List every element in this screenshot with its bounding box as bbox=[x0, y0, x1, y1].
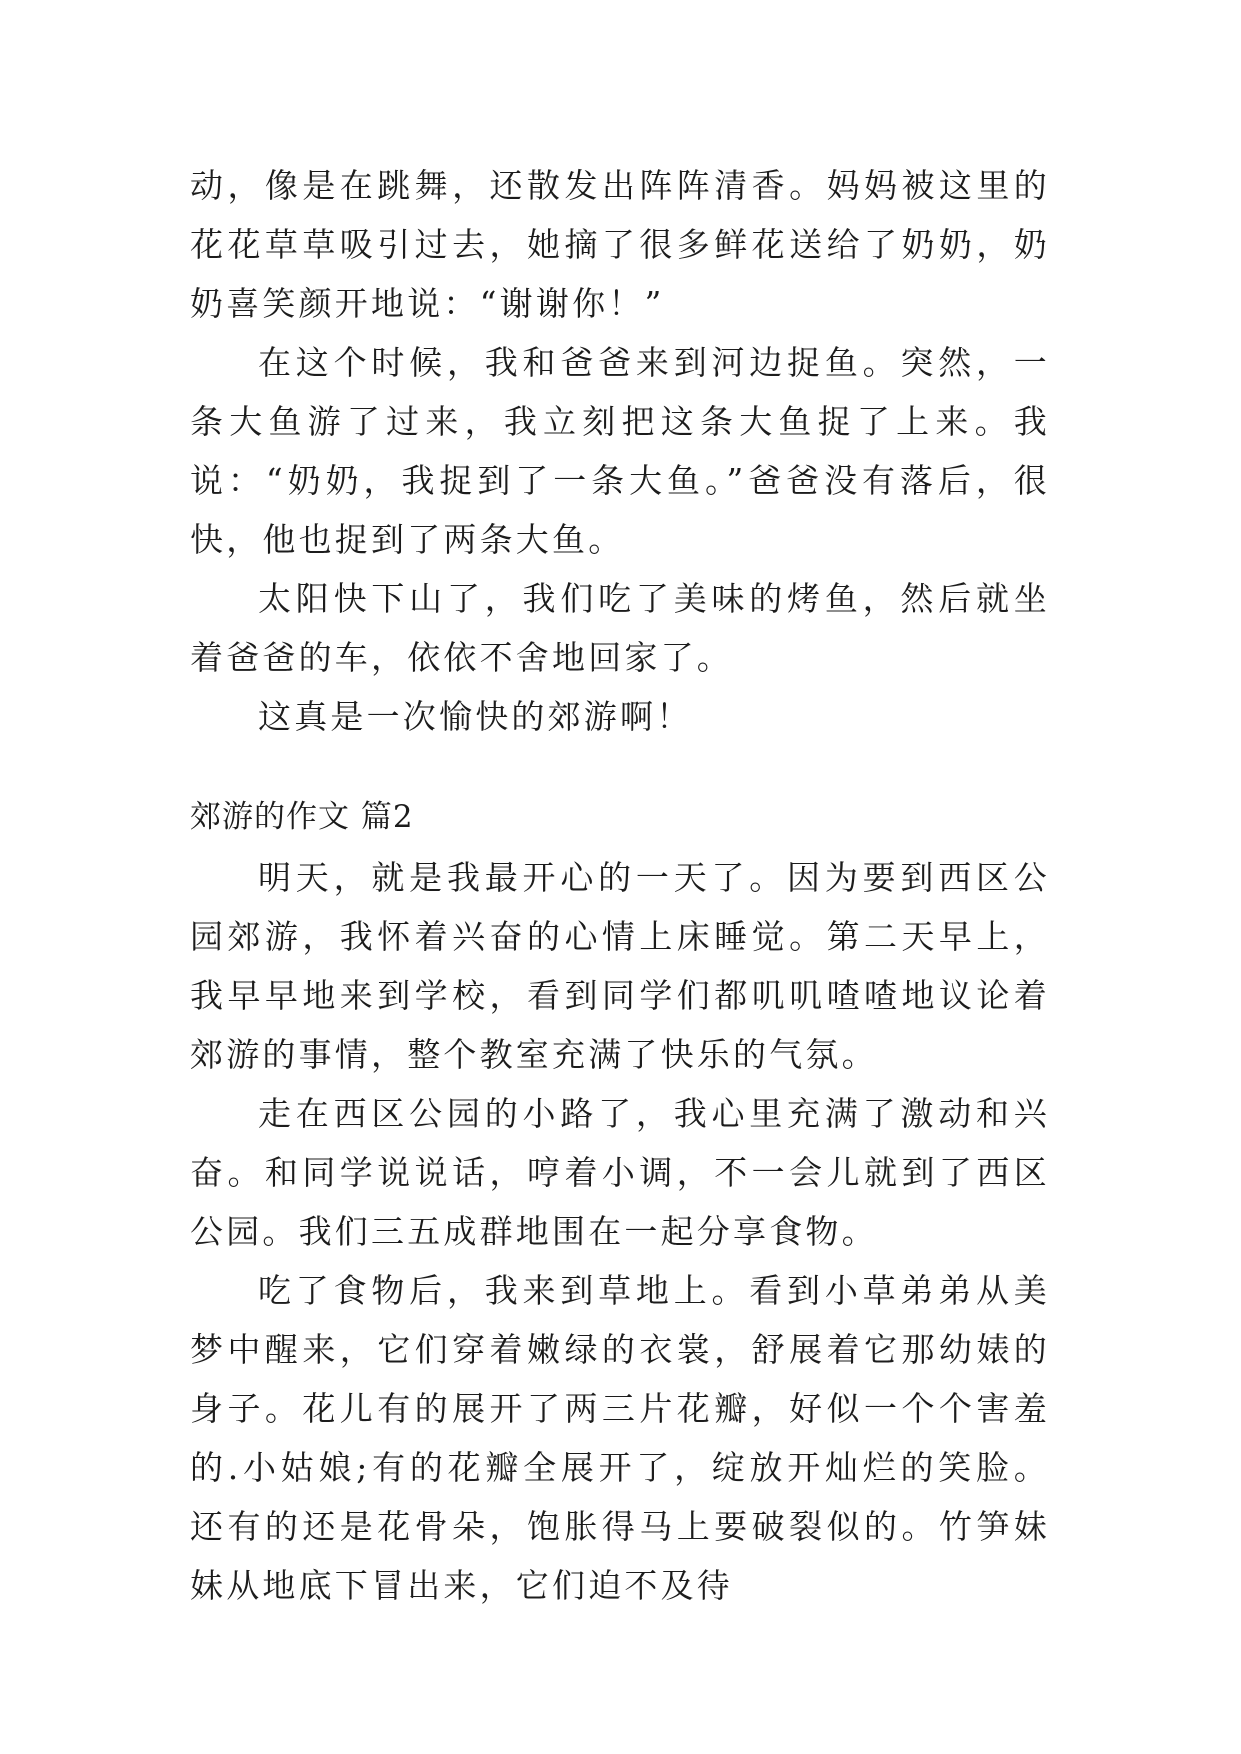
paragraph: 这真是一次愉快的郊游啊！ bbox=[258, 697, 693, 736]
section-title: 郊游的作文 篇2 bbox=[190, 799, 414, 835]
essay-body bbox=[190, 156, 1050, 1615]
paragraph: 太阳快下山了，我们吃了美味的烤鱼，然后就坐着爸爸的车，依依不舍地回家了。 bbox=[190, 579, 1050, 677]
paragraph: 明天，就是我最开心的一天了。因为要到西区公园郊游，我怀着兴奋的心情上床睡觉。第二天早上，我早早地来到学校，看到同学们都叽叽喳喳地议论着郊游的事情，整个教室充满了快乐的气氛。 bbox=[190, 858, 1050, 1074]
paragraph: 吃了食物后，我来到草地上。看到小草弟弟从美梦中醒来，它们穿着嫩绿的衣裳，舒展着它那幼婊的身子。花儿有的展开了两三片花瓣，好似一个个害羞的.小姑娘;有的花瓣全展开了，绽放开灿烂的笑脸。还有的还是花骨朵，饱胀得马上要破裂似的。竹笋妹妹从地底下冒出来，它们迫不及待 bbox=[190, 1271, 1050, 1605]
section-gap bbox=[190, 746, 1050, 786]
paragraph: 在这个时候，我和爸爸来到河边捉鱼。突然，一条大鱼游了过来，我立刻把这条大鱼捉了上来。我说：“奶奶，我捉到了一条大鱼。”爸爸没有落后，很快，他也捉到了两条大鱼。 bbox=[190, 343, 1050, 559]
paragraph: 走在西区公园的小路了，我心里充满了激动和兴奋。和同学说说话，哼着小调，不一会儿就到了西区公园。我们三五成群地围在一起分享食物。 bbox=[190, 1094, 1050, 1251]
paragraph-continued: 动，像是在跳舞，还散发出阵阵清香。妈妈被这里的花花草草吸引过去，她摘了很多鲜花送给了奶奶，奶奶喜笑颜开地说：“谢谢你！” bbox=[190, 166, 1050, 323]
